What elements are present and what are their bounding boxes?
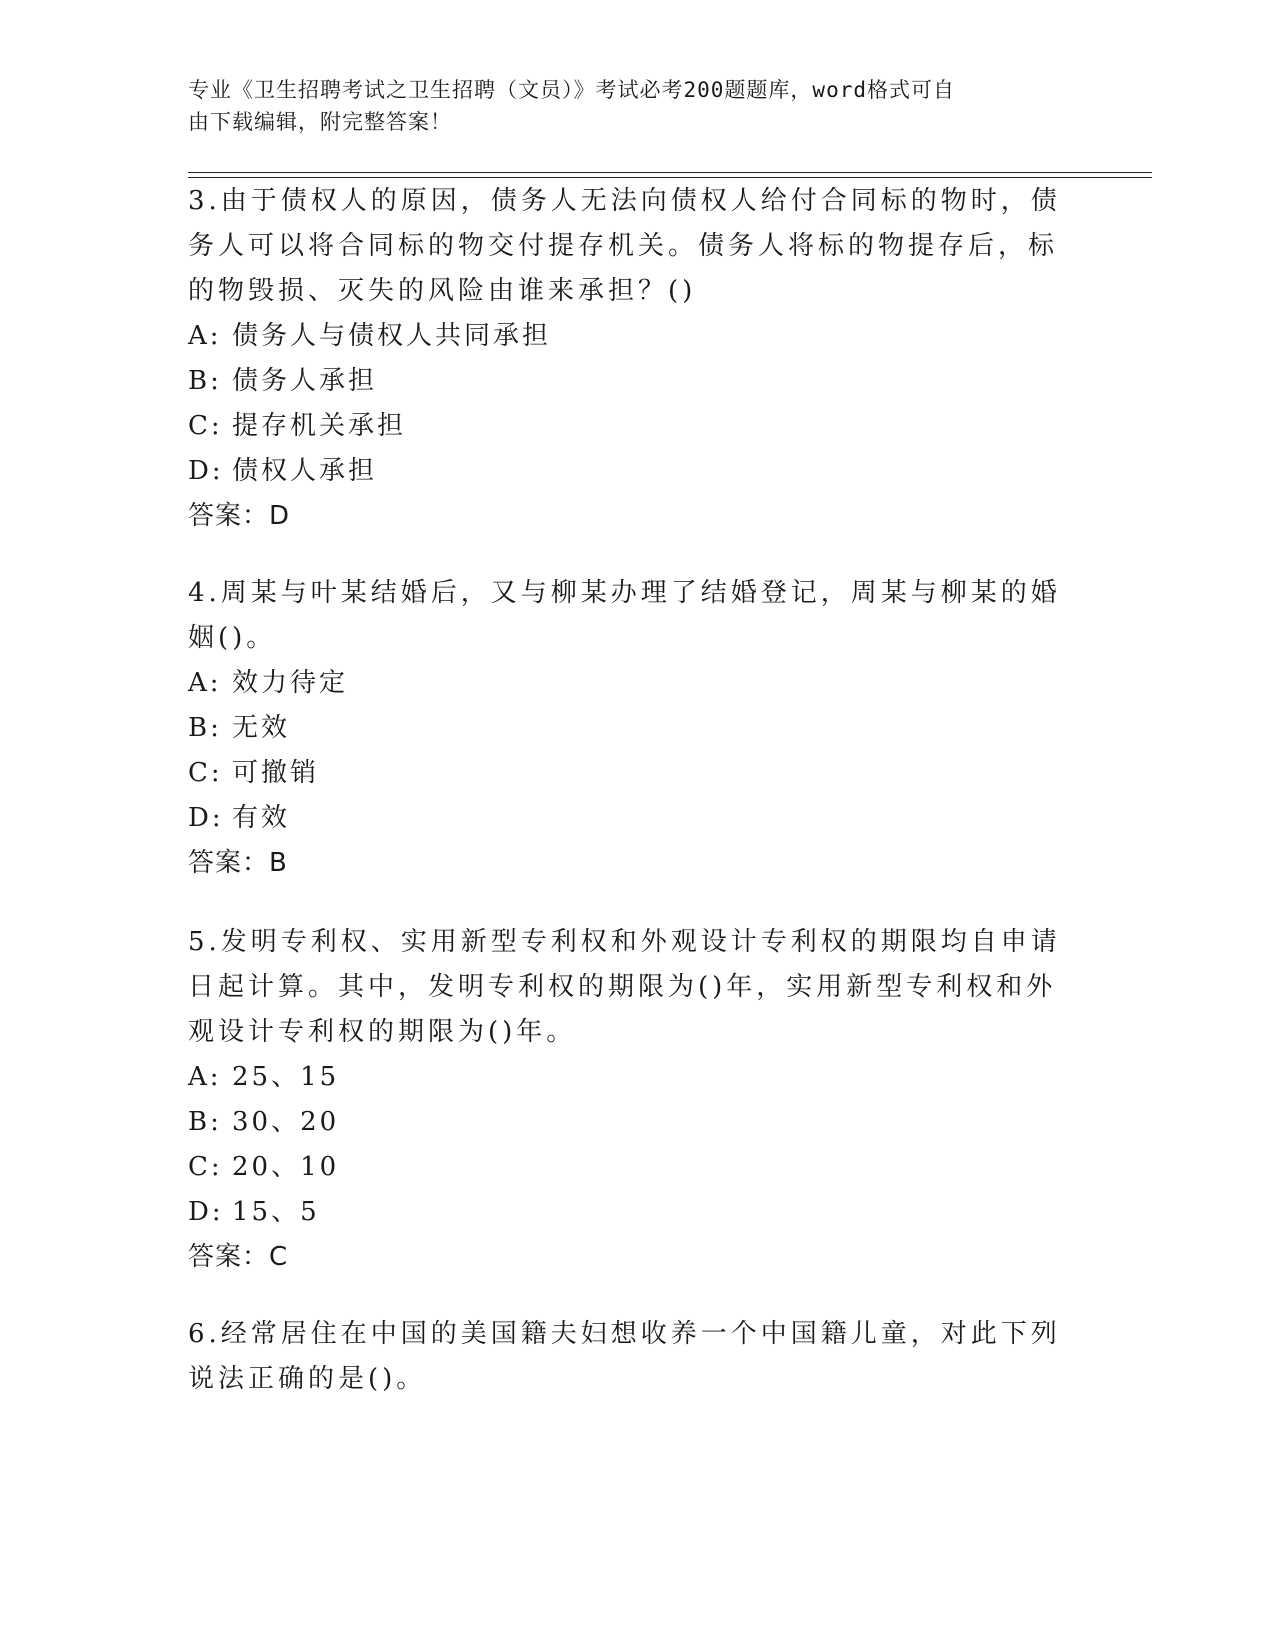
- option-key: C:: [188, 411, 223, 441]
- question-stem: 6.经常居住在中国的美国籍夫妇想收养一个中国籍儿童，对此下列说法正确的是()。: [188, 1319, 1061, 1394]
- option-key: A:: [188, 321, 222, 351]
- question-6: [188, 1312, 1068, 1402]
- option-b: [188, 1100, 1068, 1145]
- option-text: 可撤销: [232, 758, 320, 788]
- question-stem: 5.发明专利权、实用新型专利权和外观设计专利权的期限均自申请日起计算。其中，发明专利权的期限为()年，实用新型专利权和外观设计专利权的期限为()年。: [188, 927, 1061, 1047]
- option-c: [188, 1145, 1068, 1190]
- option-text: 无效: [232, 713, 291, 743]
- option-text: 提存机关承担: [232, 411, 407, 441]
- option-text: 债务人与债权人共同承担: [232, 321, 552, 351]
- option-a: [188, 661, 1068, 706]
- option-d: [188, 449, 1068, 494]
- option-d: [188, 1190, 1068, 1235]
- option-b: [188, 706, 1068, 751]
- option-text: 25、15: [232, 1062, 340, 1092]
- option-key: C:: [188, 1152, 223, 1182]
- option-text: 债权人承担: [232, 456, 378, 486]
- document-header: [188, 74, 1058, 138]
- option-text: 有效: [232, 803, 291, 833]
- option-key: D:: [188, 456, 224, 486]
- option-key: C:: [188, 758, 223, 788]
- question-4: [188, 571, 1068, 886]
- header-line-2: 由下载编辑，附完整答案！: [188, 110, 452, 134]
- header-divider-top: [188, 172, 1152, 173]
- question-stem: 3.由于债权人的原因，债务人无法向债权人给付合同标的物时，债务人可以将合同标的物交付提存机关。债务人将标的物提存后，标的物毁损、灭失的风险由谁来承担？(): [188, 186, 1061, 306]
- question-3: [188, 179, 1068, 539]
- option-text: 20、10: [232, 1152, 340, 1182]
- header-divider-bottom: [188, 177, 1152, 178]
- header-line-1: 专业《卫生招聘考试之卫生招聘（文员）》考试必考200题题库，word格式可自: [188, 78, 955, 102]
- option-c: [188, 751, 1068, 796]
- option-text: 债务人承担: [232, 366, 378, 396]
- question-5: [188, 920, 1068, 1280]
- option-key: D:: [188, 1197, 224, 1227]
- option-a: [188, 314, 1068, 359]
- answer-line: 答案：D: [188, 501, 291, 531]
- option-text: 30、20: [232, 1107, 340, 1137]
- option-text: 效力待定: [232, 668, 349, 698]
- answer-line: 答案：C: [188, 1242, 289, 1272]
- option-key: B:: [188, 1107, 222, 1137]
- option-c: [188, 404, 1068, 449]
- option-a: [188, 1055, 1068, 1100]
- option-d: [188, 796, 1068, 841]
- question-stem: 4.周某与叶某结婚后，又与柳某办理了结婚登记，周某与柳某的婚姻()。: [188, 578, 1061, 653]
- option-key: A:: [188, 1062, 222, 1092]
- option-key: A:: [188, 668, 222, 698]
- option-text: 15、5: [232, 1197, 320, 1227]
- option-b: [188, 359, 1068, 404]
- option-key: B:: [188, 713, 222, 743]
- option-key: D:: [188, 803, 224, 833]
- option-key: B:: [188, 366, 222, 396]
- answer-line: 答案：B: [188, 848, 288, 878]
